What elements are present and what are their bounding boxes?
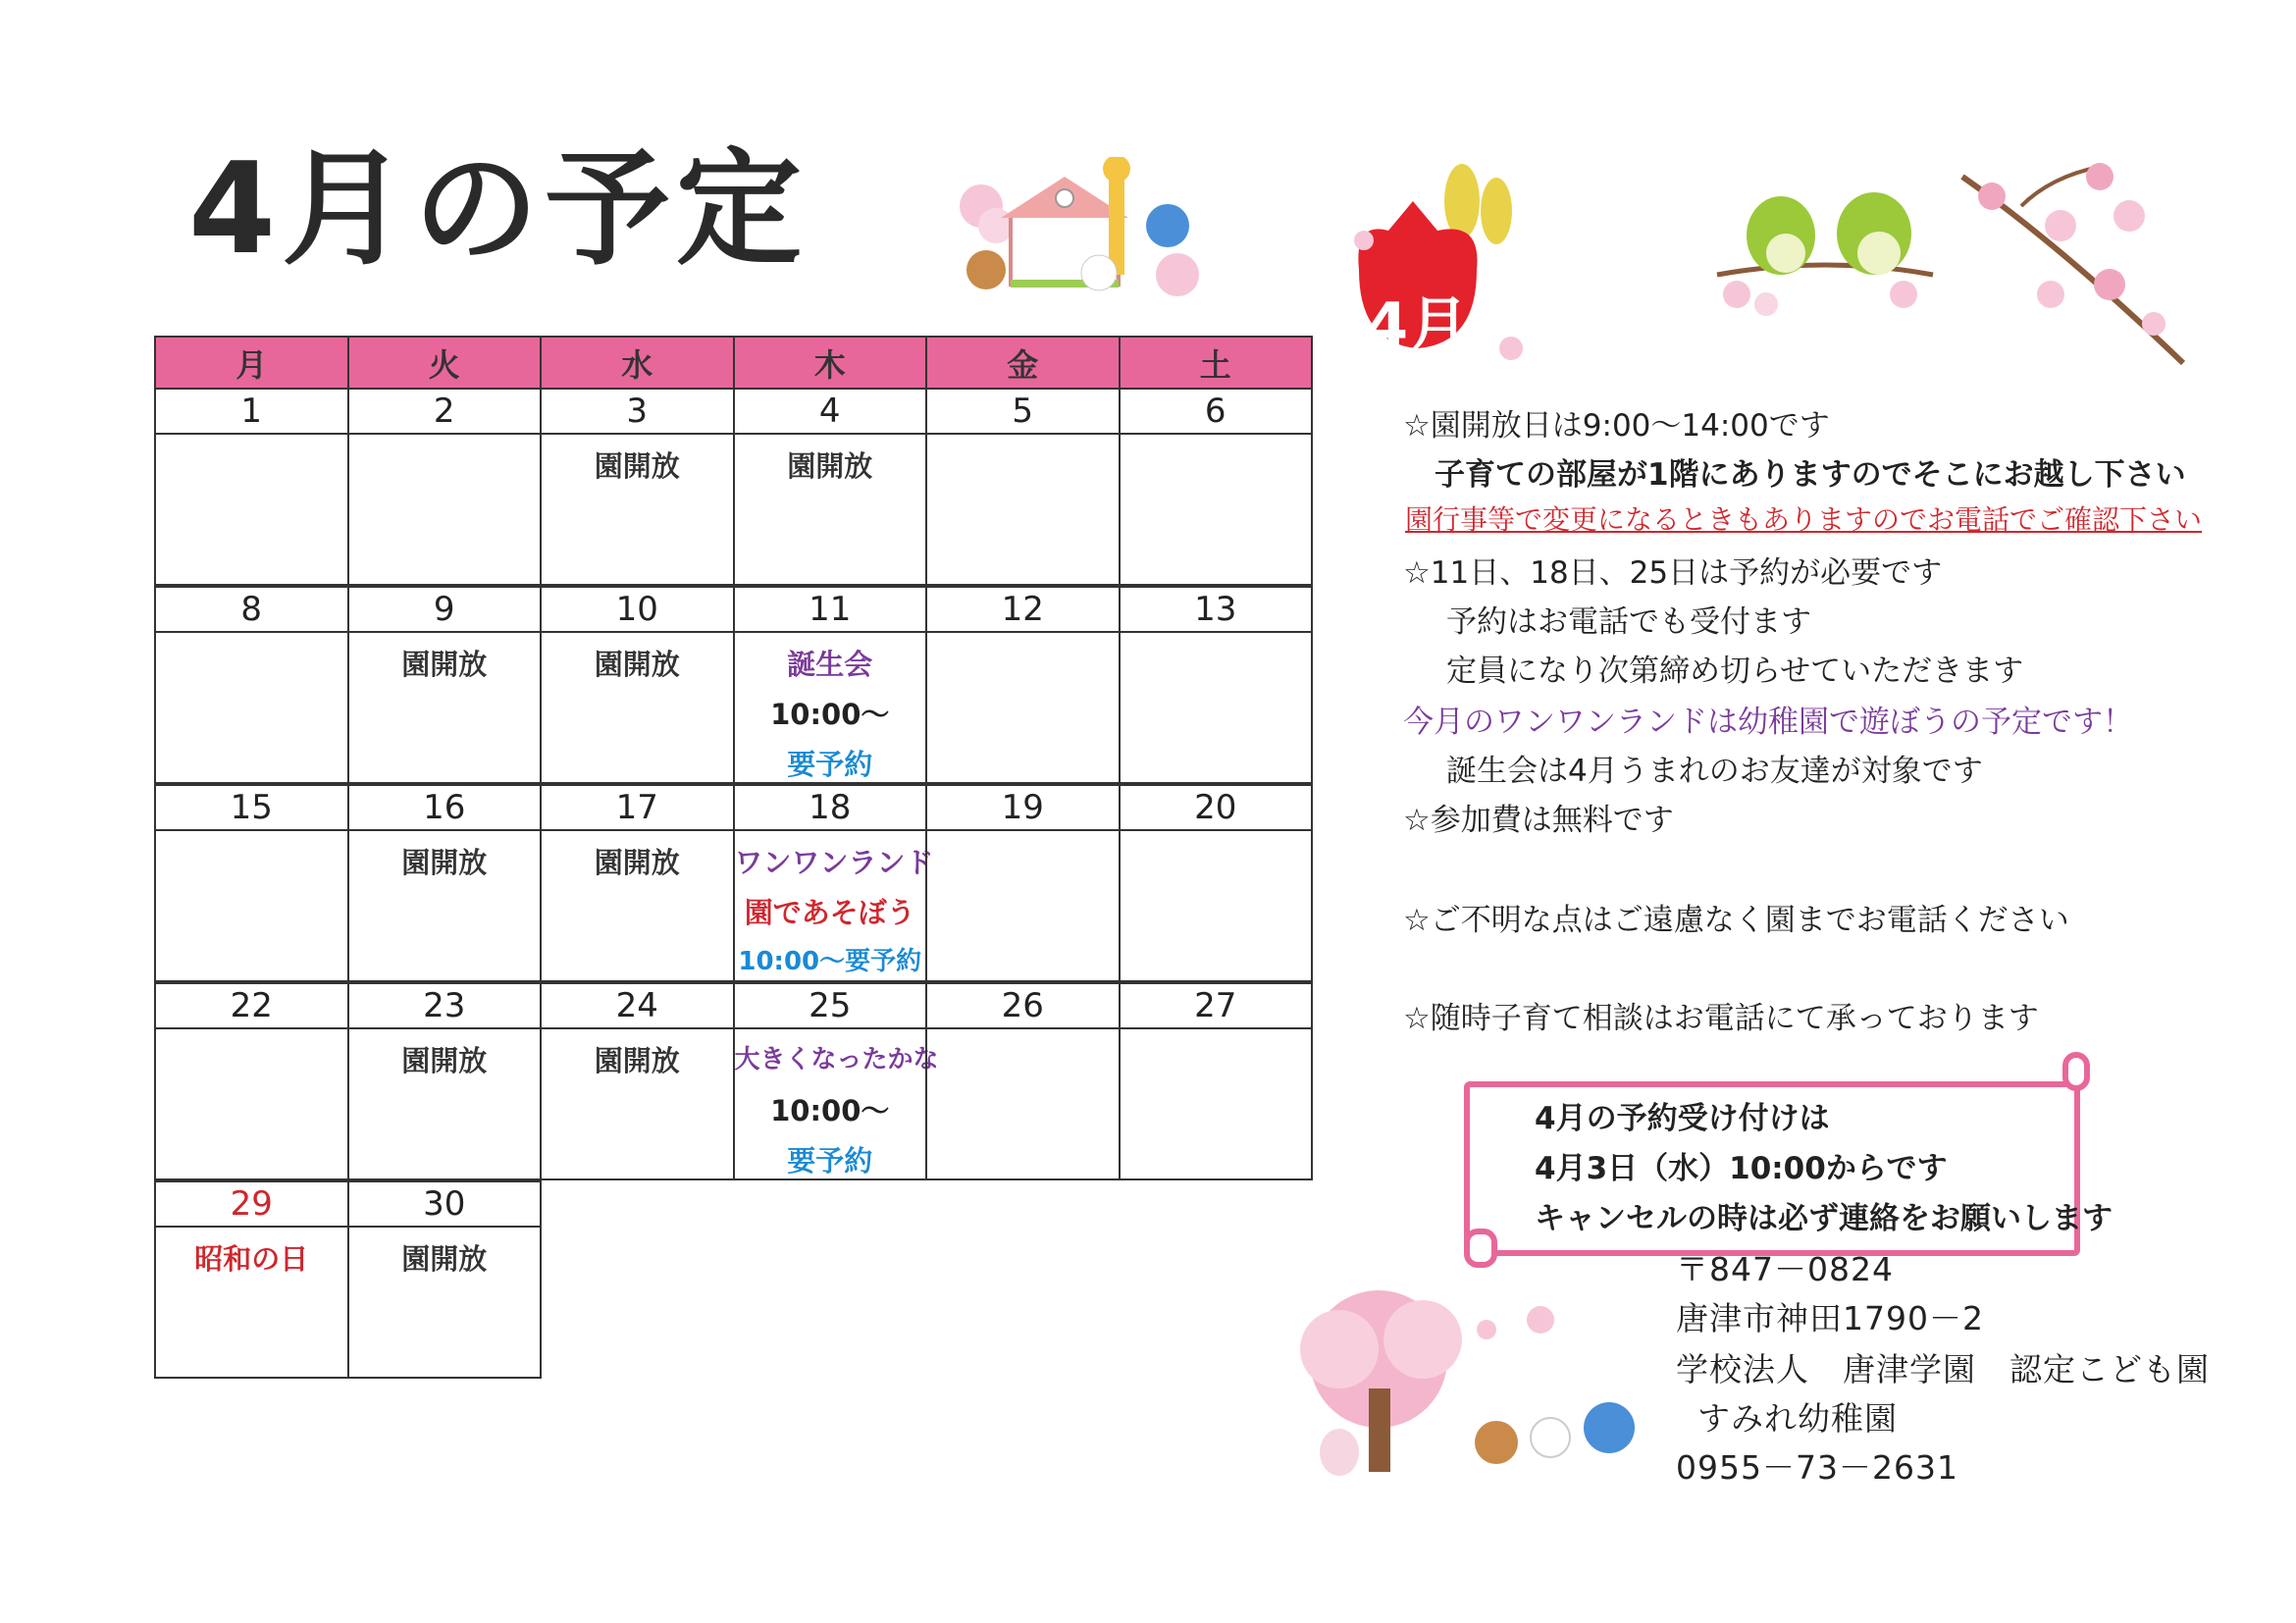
day-cell (925, 1027, 1121, 1180)
day-number: 22 (154, 982, 349, 1029)
phone-number: 0955－73－2631 (1676, 1448, 1958, 1487)
day-cell (347, 433, 543, 586)
day-number: 1 (154, 388, 349, 435)
day-event: 昭和の日 (194, 1242, 309, 1276)
weekday-header: 月 (154, 336, 349, 390)
day-event: 要予約 (787, 1144, 873, 1178)
day-cell (154, 1226, 349, 1379)
day-number: 4 (733, 388, 928, 435)
day-cell (540, 631, 735, 784)
info-fee: ☆参加費は無料です (1403, 803, 1674, 838)
day-cell (154, 1027, 349, 1180)
info-phone-reservation: 予約はお電話でも受付ます (1446, 604, 1811, 640)
postal-code: 〒847－0824 (1676, 1250, 1894, 1288)
day-number: 5 (925, 388, 1121, 435)
info-reservation-days: ☆11日、18日、25日は予約が必要です (1403, 555, 1943, 591)
day-cell (733, 433, 928, 586)
weekday-header: 木 (733, 336, 928, 390)
day-cell (733, 1027, 939, 1180)
day-cell (1119, 829, 1314, 982)
day-event: 園開放 (594, 449, 680, 483)
day-event: 10:00～ (770, 698, 890, 731)
day-number: 9 (347, 586, 543, 633)
day-event: 誕生会 (787, 648, 873, 681)
day-event: 大きくなったかな (734, 1045, 939, 1074)
day-cell (540, 829, 735, 982)
day-cell (154, 433, 349, 586)
weekday-header: 土 (1119, 336, 1314, 390)
day-number: 27 (1119, 982, 1314, 1029)
info-questions: ☆ご不明な点はご遠慮なく園までお電話ください (1403, 903, 2069, 938)
school-house-animals-illustration (942, 157, 1217, 314)
scroll-curl-top (2062, 1052, 2090, 1091)
day-cell (925, 631, 1121, 784)
weekday-header: 金 (925, 336, 1121, 390)
address-city: 唐津市神田1790－2 (1676, 1299, 1984, 1337)
reservation-line-3: キャンセルの時は必ず連絡をお願いします (1535, 1201, 2113, 1236)
day-number: 16 (347, 784, 543, 831)
day-event: 園開放 (594, 648, 680, 681)
reservation-notice (1464, 1052, 2113, 1263)
day-number: 3 (540, 388, 735, 435)
day-cell (1119, 1027, 1314, 1180)
day-cell (733, 829, 934, 982)
school-name: すみれ幼稚園 (1697, 1399, 1898, 1438)
day-event: ワンワンランド (734, 846, 934, 879)
day-cell (540, 433, 735, 586)
day-cell (925, 829, 1121, 982)
day-number: 23 (347, 982, 543, 1029)
info-open-hours: ☆園開放日は9:00～14:00です (1403, 408, 1830, 444)
day-event: 園開放 (401, 1044, 488, 1077)
day-event: 園開放 (401, 1242, 488, 1276)
day-number: 18 (733, 784, 928, 831)
day-cell (154, 631, 349, 784)
info-schedule-change: 園行事等で変更になるときもありますのでお電話でご確認下さい (1405, 503, 2203, 536)
day-number: 17 (540, 784, 735, 831)
day-event: 園であそぼう (744, 896, 915, 929)
info-consultation: ☆随時子育て相談はお電話にて承っております (1403, 1001, 2039, 1036)
weekday-header: 火 (347, 336, 543, 390)
day-cell (1119, 631, 1314, 784)
day-cell (154, 829, 349, 982)
day-number: 30 (347, 1180, 543, 1228)
day-cell (347, 1226, 543, 1379)
day-cell (925, 433, 1121, 586)
scroll-curl-bottom (1464, 1229, 1497, 1268)
calendar-table (154, 336, 1309, 1390)
day-number: 11 (733, 586, 928, 633)
day-number: 29 (154, 1180, 349, 1228)
day-number: 13 (1119, 586, 1314, 633)
reservation-line-2: 4月3日（水）10:00からです (1535, 1151, 1948, 1186)
day-number: 19 (925, 784, 1121, 831)
day-event: 園開放 (787, 449, 873, 483)
day-cell (733, 631, 928, 784)
day-cell (1119, 433, 1314, 586)
weekday-header: 水 (540, 336, 735, 390)
day-number: 25 (733, 982, 928, 1029)
info-room-location: 子育ての部屋が1階にありますのでそこにお越し下さい (1435, 457, 2186, 493)
page-title: 4月の予定 (188, 136, 809, 283)
day-event: 園開放 (594, 1044, 680, 1077)
day-event: 園開放 (401, 648, 488, 681)
day-number: 20 (1119, 784, 1314, 831)
day-number: 8 (154, 586, 349, 633)
info-capacity: 定員になり次第締め切らせていただきます (1446, 654, 2024, 689)
day-number: 12 (925, 586, 1121, 633)
day-number: 24 (540, 982, 735, 1029)
reservation-line-1: 4月の予約受け付けは (1535, 1101, 1830, 1136)
day-cell (540, 1027, 735, 1180)
cherry-branch-illustration (1953, 157, 2198, 373)
school-org: 学校法人 唐津学園 認定こども園 (1676, 1350, 2210, 1388)
day-number: 26 (925, 982, 1121, 1029)
info-wanwanland: 今月のワンワンランドは幼稚園で遊ぼうの予定です！ (1403, 705, 2133, 740)
day-event: 10:00～ (770, 1094, 890, 1127)
cherry-tree-animals-illustration (1285, 1281, 1678, 1477)
day-event: 園開放 (401, 846, 488, 879)
day-number: 6 (1119, 388, 1314, 435)
day-cell (347, 829, 543, 982)
day-cell (347, 631, 543, 784)
month-badge: 4月 (1366, 289, 1470, 361)
day-event: 要予約 (787, 748, 873, 781)
day-number: 2 (347, 388, 543, 435)
info-birthday: 誕生会は4月うまれのお友達が対象です (1446, 754, 1983, 789)
birds-on-branch-illustration (1707, 147, 1943, 324)
day-number: 15 (154, 784, 349, 831)
day-cell (347, 1027, 543, 1180)
day-event: 園開放 (594, 846, 680, 879)
day-event: 10:00～要予約 (738, 947, 922, 976)
day-number: 10 (540, 586, 735, 633)
